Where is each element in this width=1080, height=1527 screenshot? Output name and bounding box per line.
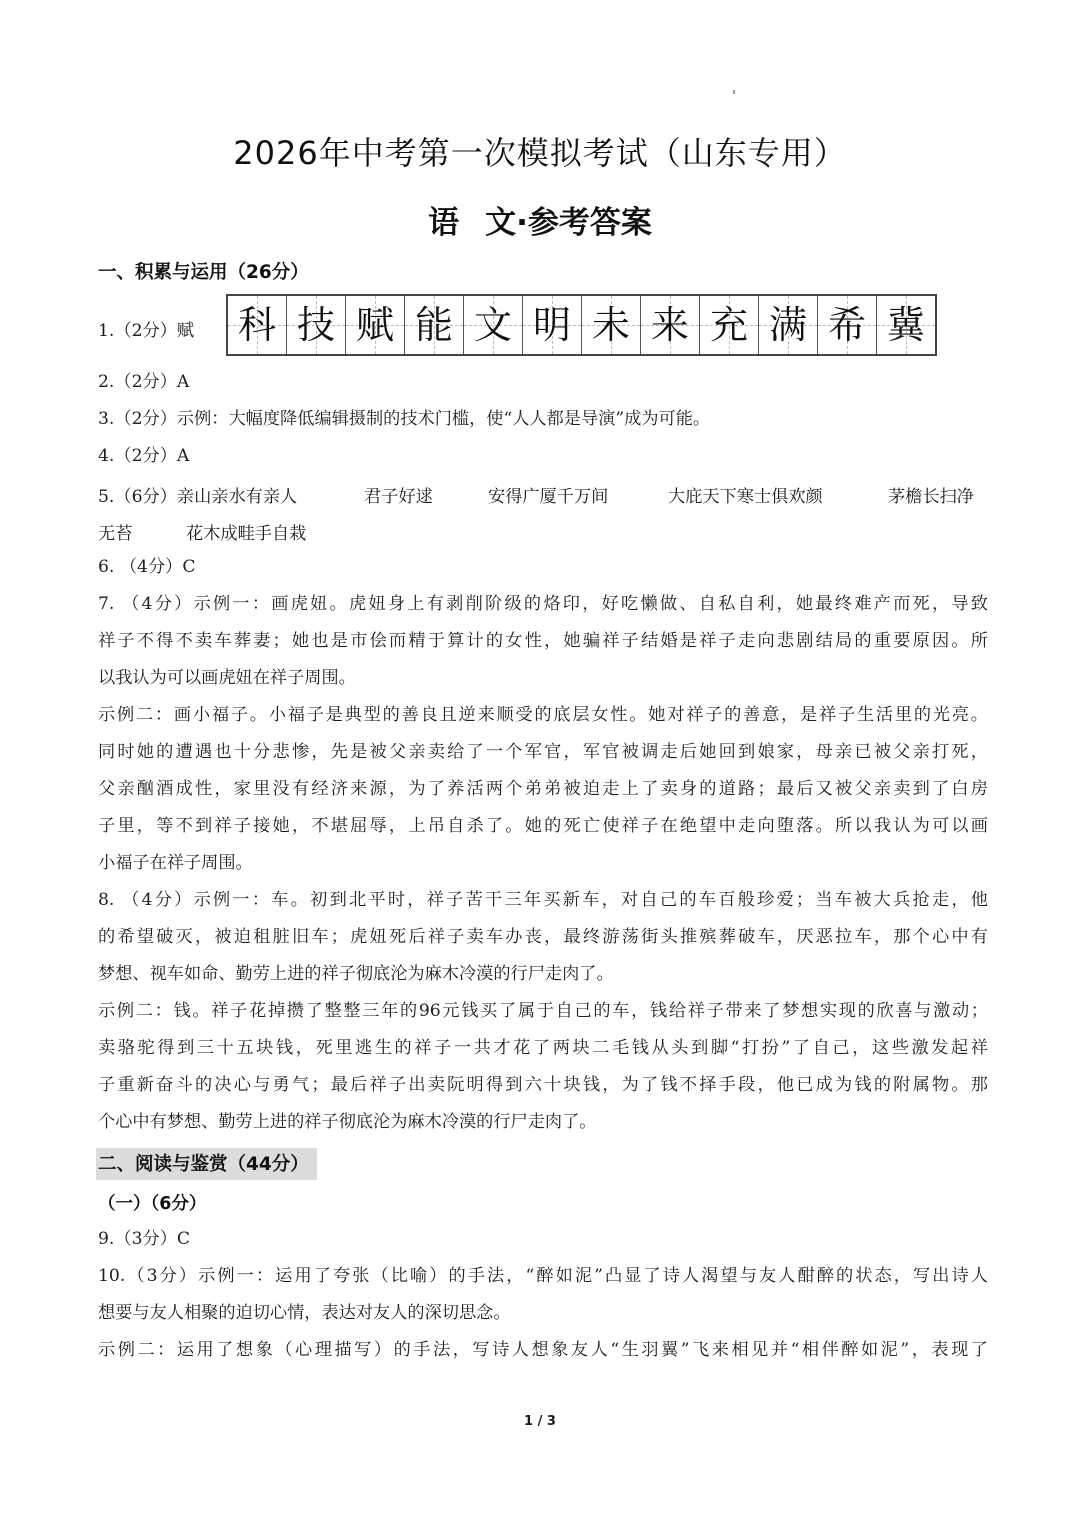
section-heading-1: 一、积累与运用（26分） bbox=[98, 262, 309, 283]
grid-cell: 赋 bbox=[346, 296, 405, 354]
answer-q8-line: 8. （4分）示例一：车。初到北平时，祥子苦干三年买新车，对自己的车百般珍爱；当车被大兵抢走，他 bbox=[98, 890, 988, 910]
answer-q7-line: 7. （4分）示例一：画虎妞。虎妞身上有剥削阶级的烙印，好吃懒做、自私自利，她最终难产而死，导致 bbox=[98, 594, 988, 614]
grid-cell: 来 bbox=[641, 296, 700, 354]
grid-cell: 科 bbox=[228, 296, 287, 354]
grid-cell: 能 bbox=[405, 296, 464, 354]
page-title: 2026年中考第一次模拟考试（山东专用） bbox=[233, 134, 847, 172]
subtitle-subject-b: 文·参考答案 bbox=[485, 205, 652, 241]
answer-q2: 2.（2分）A bbox=[98, 372, 190, 392]
grid-cell: 冀 bbox=[877, 296, 935, 354]
answer-q9: 9.（3分）C bbox=[98, 1229, 191, 1249]
q5-item: 大庇天下寒士俱欢颜 bbox=[668, 487, 823, 507]
grid-cell: 满 bbox=[759, 296, 818, 354]
subtitle-subject-a: 语 bbox=[428, 205, 460, 241]
answer-q7-line: 子里，等不到祥子接她，不堪屈辱，上吊自杀了。她的死亡使祥子在绝望中走向堕落。所以我认为可以画 bbox=[98, 816, 988, 836]
answer-q4: 4.（2分）A bbox=[98, 446, 190, 466]
q5-item: 君子好逑 bbox=[364, 487, 433, 507]
subsection-heading: （一）（6分） bbox=[98, 1194, 207, 1214]
q5-item: 5.（6分）亲山亲水有亲人 bbox=[98, 487, 298, 507]
page-subtitle bbox=[0, 197, 1080, 242]
answer-q7-line: 以我认为可以画虎妞在祥子周围。 bbox=[98, 668, 356, 688]
grid-cell: 明 bbox=[523, 296, 582, 354]
answer-q7-line: 同时她的遭遇也十分悲惨，先是被父亲卖给了一个军官，军官被调走后她回到娘家，母亲已被父亲打死， bbox=[98, 742, 988, 762]
answer-q7-line: 示例二：画小福子。小福子是典型的善良且逆来顺受的底层女性。她对祥子的善意，是祥子生活里的光亮。 bbox=[98, 705, 988, 725]
page-number: 1 / 3 bbox=[524, 1414, 556, 1429]
scan-mark bbox=[733, 90, 735, 94]
answer-q7-line: 祥子不得不卖车葬妻；她也是市侩而精于算计的女性，她骗祥子结婚是祥子走向悲剧结局的重要原因。所 bbox=[98, 631, 988, 651]
grid-cell: 希 bbox=[818, 296, 877, 354]
answer-q8-line: 的希望破灭，被迫租脏旧车；虎妞死后祥子卖车办丧，最终游荡街头推殡葬破车，厌恶拉车，那个心中有 bbox=[98, 927, 988, 947]
q5-item: 茅檐长扫净 bbox=[888, 487, 974, 507]
grid-cell: 文 bbox=[464, 296, 523, 354]
grid-cell: 技 bbox=[287, 296, 346, 354]
answer-q3: 3.（2分）示例：大幅度降低编辑摄制的技术门槛，使“人人都是导演”成为可能。 bbox=[98, 409, 711, 429]
answer-q7-line: 父亲酗酒成性，家里没有经济来源，为了养活两个弟弟被迫走上了卖身的道路；最后又被父亲卖到了白房 bbox=[98, 779, 988, 799]
answer-q7-line: 小福子在祥子周围。 bbox=[98, 853, 253, 873]
answer-q6: 6. （4分）C bbox=[98, 557, 196, 577]
answer-q8-line: 梦想、视车如命、勤劳上进的祥子彻底沦为麻木冷漠的行尸走肉了。 bbox=[98, 964, 614, 984]
q5-item: 安得广厦千万间 bbox=[488, 487, 609, 507]
grid-cell: 未 bbox=[582, 296, 641, 354]
grid-cell: 充 bbox=[700, 296, 759, 354]
q1-label: 1.（2分）赋 bbox=[98, 321, 195, 341]
answer-q8-line: 子重新奋斗的决心与勇气；最后祥子出卖阮明得到六十块钱，为了钱不择手段，他已成为钱的附属物。那 bbox=[98, 1075, 988, 1095]
answer-q8-line: 个心中有梦想、勤劳上进的祥子彻底沦为麻木冷漠的行尸走肉了。 bbox=[98, 1112, 597, 1132]
q5-item: 花木成畦手自栽 bbox=[186, 524, 307, 544]
section-heading-2: 二、阅读与鉴赏（44分） bbox=[96, 1148, 317, 1180]
answer-q10-line: 10.（3分）示例一：运用了夸张（比喻）的手法，“醉如泥”凸显了诗人渴望与友人酣醉的状态，写出诗人 bbox=[98, 1266, 988, 1286]
character-grid bbox=[226, 294, 937, 356]
answer-q8-line: 示例二：钱。祥子花掉攒了整整三年的96元钱买了属于自己的车，钱给祥子带来了梦想实现的欣喜与激动； bbox=[98, 1001, 988, 1021]
q5-item: 无苔 bbox=[98, 524, 133, 544]
answer-q10-line: 想要与友人相聚的迫切心情，表达对友人的深切思念。 bbox=[98, 1303, 511, 1323]
answer-q8-line: 卖骆驼得到三十五块钱，死里逃生的祥子一共才花了两块二毛钱从头到脚“打扮”了自己，这些激发起祥 bbox=[98, 1038, 988, 1058]
answer-q10-line: 示例二：运用了想象（心理描写）的手法，写诗人想象友人“生羽翼”飞来相见并“相伴醉如泥”，表现了 bbox=[98, 1340, 988, 1360]
